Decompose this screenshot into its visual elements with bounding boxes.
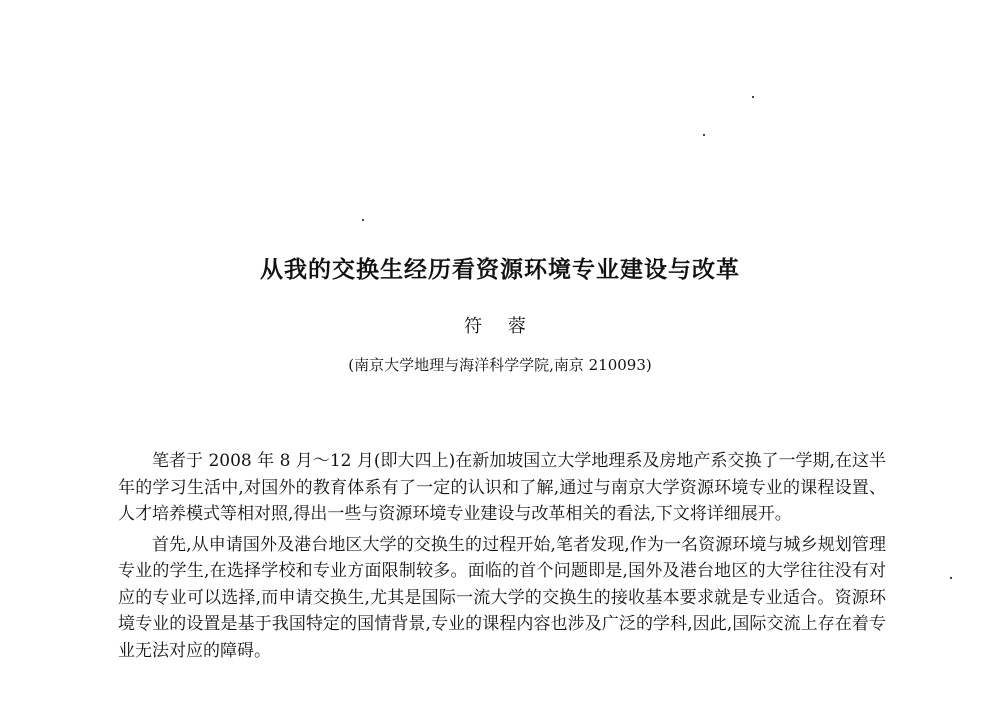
scan-speck (950, 577, 952, 579)
article-title: 从我的交换生经历看资源环境专业建设与改革 (260, 257, 740, 284)
scan-speck (703, 134, 705, 136)
body-paragraph-1: 笔者于 2008 年 8 月～12 月(即大四上)在新加坡国立大学地理系及房地产系交换了一学期,在这半年的学习生活中,对国外的教育体系有了一定的认识和了解,通过与南京大学资源环境专业的课程设置、人才培养模式等相对照,得出一些与资源环境专业建设与改革相关的看法,下文将详细展开。 (118, 451, 886, 524)
body-paragraph-2: 首先,从申请国外及港台地区大学的交换生的过程开始,笔者发现,作为一名资源环境与城乡规划管理专业的学生,在选择学校和专业方面限制较多。面临的首个问题即是,国外及港台地区的大学往往没有对应的专业可以选择,而申请交换生,尤其是国际一流大学的交换生的接收基本要求就是专业适合。资源环境专业的设置是基于我国特定的国情背景,专业的课程内容也涉及广泛的学科,因此,国际交流上存在着专业无法对应的障碍。 (118, 534, 886, 661)
scan-speck (752, 96, 754, 98)
author-affiliation: (南京大学地理与海洋科学学院,南京 210093) (348, 356, 652, 374)
article-author: 符 蓉 (464, 316, 536, 337)
article-body (118, 448, 886, 668)
scan-speck (362, 219, 364, 221)
